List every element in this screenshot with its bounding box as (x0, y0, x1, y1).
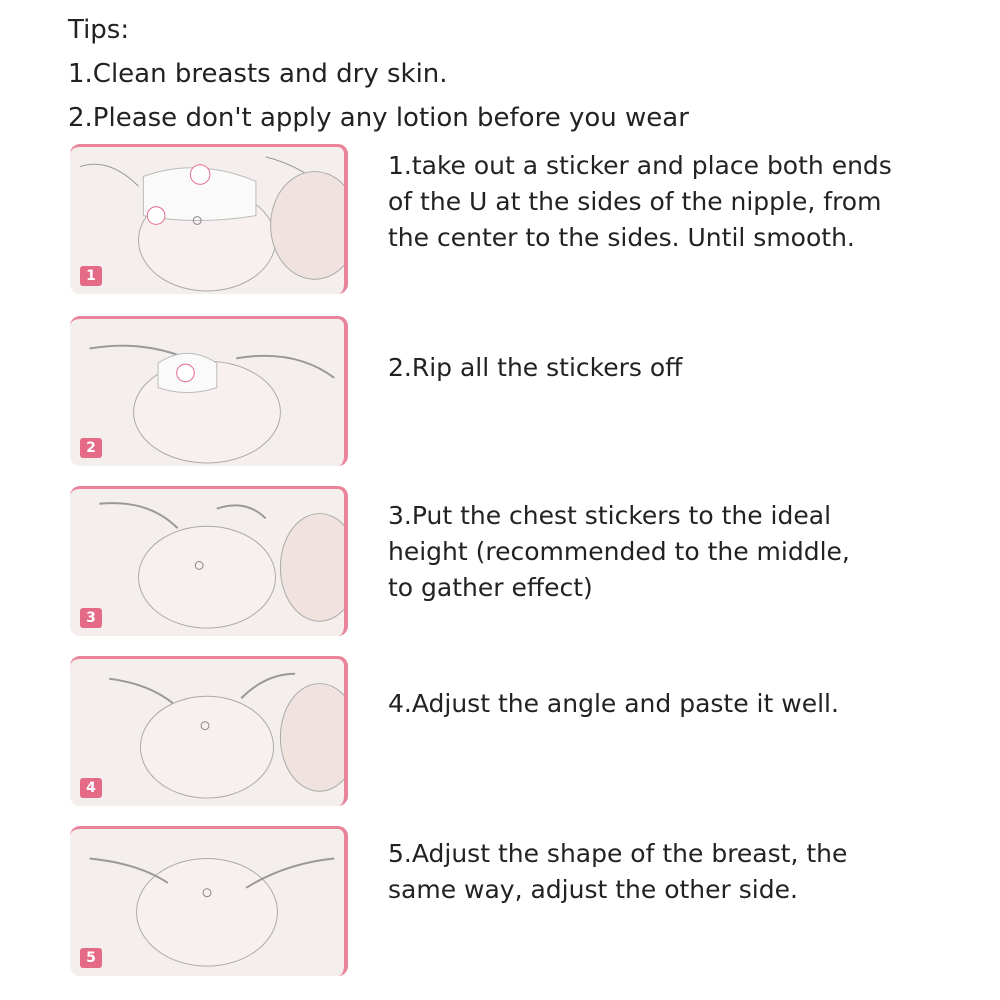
step-badge: 4 (80, 778, 102, 798)
step-5-illustration (70, 826, 350, 978)
step-text-line: 2.Rip all the stickers off (388, 353, 683, 382)
step-1-illustration (70, 144, 350, 296)
step-text-line: height (recommended to the middle, (388, 537, 850, 566)
chest-illustration (70, 319, 344, 466)
step-text-line: to gather effect) (388, 573, 593, 602)
step-1-description (388, 148, 948, 256)
step-badge: 3 (80, 608, 102, 628)
step-2-illustration (70, 316, 350, 468)
step-text-line: 5.Adjust the shape of the breast, the (388, 839, 848, 868)
step-text-line: the center to the sides. Until smooth. (388, 223, 855, 252)
chest-illustration (70, 489, 344, 636)
chest-illustration (70, 659, 344, 806)
step-text-line: 1.take out a sticker and place both ends (388, 151, 892, 180)
step-text-line: 3.Put the chest stickers to the ideal (388, 501, 832, 530)
tips-section (68, 8, 689, 140)
step-badge: 2 (80, 438, 102, 458)
chest-illustration (70, 147, 344, 294)
step-4-description (388, 686, 948, 722)
step-badge: 1 (80, 266, 102, 286)
step-3-description (388, 498, 948, 606)
step-text-line: of the U at the sides of the nipple, from (388, 187, 882, 216)
step-badge: 5 (80, 948, 102, 968)
tips-heading: Tips: (68, 15, 130, 45)
step-text-line: 4.Adjust the angle and paste it well. (388, 689, 839, 718)
step-2-description (388, 350, 948, 386)
tips-line-1: 1.Clean breasts and dry skin. (68, 59, 448, 89)
step-3-illustration (70, 486, 350, 638)
tips-line-2: 2.Please don't apply any lotion before you wear (68, 103, 689, 133)
step-5-description (388, 836, 948, 908)
chest-illustration (70, 829, 344, 976)
step-4-illustration (70, 656, 350, 808)
step-text-line: same way, adjust the other side. (388, 875, 798, 904)
